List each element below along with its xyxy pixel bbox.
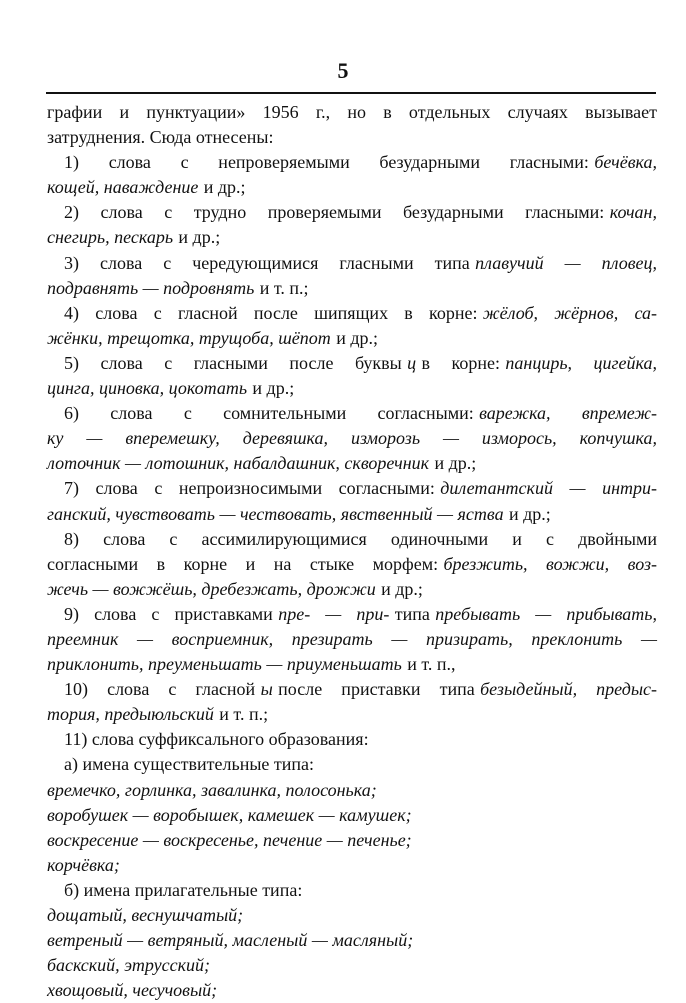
text-line xyxy=(47,125,657,150)
italic-example: воскресение — воскресенье, печение — печенье; xyxy=(47,829,412,850)
italic-example: жёлоб, жёрнов, са- xyxy=(482,302,658,323)
text-line xyxy=(47,451,657,476)
body-text xyxy=(47,100,657,1003)
text-run: 3) слова с чередующимися гласными типа xyxy=(64,252,470,273)
text-run: в корне: xyxy=(421,352,500,373)
italic-example: варежка, впремеж- xyxy=(479,403,657,424)
text-line xyxy=(47,401,657,426)
text-run: согласными в корне и на стыке морфем: xyxy=(47,553,439,574)
italic-example: дощатый, веснушчатый; xyxy=(47,905,244,925)
italic-example: преемник — восприемник, презирать — призирать, преклонить — xyxy=(47,628,657,649)
text-run: типа xyxy=(394,603,430,624)
text-line xyxy=(47,175,657,200)
text-line xyxy=(47,702,657,727)
text-run: и др.; xyxy=(252,378,295,399)
text-line xyxy=(47,276,657,301)
text-line xyxy=(47,150,657,175)
text-line xyxy=(47,552,657,577)
italic-example: ку — вперемешку, деревяшка, изморозь — изморось, копчушка, xyxy=(47,428,657,449)
text-line xyxy=(47,752,657,777)
italic-example: подравнять — подровнять xyxy=(47,277,255,298)
text-line xyxy=(47,778,657,803)
page-number: 5 xyxy=(337,58,349,83)
text-line xyxy=(47,251,657,276)
italic-example: жёнки, трещотка, трущоба, шёпот xyxy=(47,327,331,348)
italic-example: времечко, горлинка, завалинка, полосонька; xyxy=(47,779,377,800)
text-line xyxy=(47,903,657,928)
italic-example: кощей, наваждение xyxy=(47,177,199,198)
text-run: 9) слова с приставками xyxy=(64,603,273,624)
italic-example: жечь — вожжёшь, дребезжать, дрожжи xyxy=(47,578,376,599)
italic-example: снегирь, пескарь xyxy=(47,227,174,248)
text-line xyxy=(47,953,657,978)
text-line xyxy=(47,602,657,627)
text-line xyxy=(47,476,657,501)
text-line xyxy=(47,878,657,903)
text-run: и др.; xyxy=(381,578,423,599)
italic-example: брезжить, вожжи, воз- xyxy=(443,553,657,574)
text-line xyxy=(47,351,657,376)
text-line xyxy=(47,502,657,527)
italic-example: корчёвка; xyxy=(47,854,120,875)
text-run: и др.; xyxy=(434,453,477,474)
text-run: 10) слова с гласной xyxy=(64,679,256,700)
header-rule xyxy=(46,92,656,94)
text-run: и др.; xyxy=(178,227,221,248)
text-line xyxy=(47,200,657,225)
italic-example: приклонить, преуменьшать — приуменьшать xyxy=(47,654,402,675)
text-run: 5) слова с гласными после буквы xyxy=(64,352,402,373)
text-run: 2) слова с трудно проверяемыми безударными гласными: xyxy=(64,202,605,223)
text-line xyxy=(47,803,657,828)
text-run: и т. п.; xyxy=(259,277,309,298)
italic-example: бечёвка, xyxy=(594,152,657,173)
italic-example: безыдейный, предыс- xyxy=(480,679,657,700)
text-line xyxy=(47,828,657,853)
text-run: б) имена прилагательные типа: xyxy=(64,879,303,900)
italic-example: лоточник — лотошник, набалдашник, скворечник xyxy=(47,453,430,474)
text-run: 11) слова суффиксального образования: xyxy=(64,729,369,750)
text-line xyxy=(47,100,657,125)
italic-example: дилетантский — интри- xyxy=(440,478,657,499)
text-run: и др.; xyxy=(508,503,551,524)
text-run: 4) слова с гласной после шипящих в корне: xyxy=(64,302,478,323)
text-run: после приставки типа xyxy=(278,679,475,700)
text-line xyxy=(47,727,657,752)
text-line xyxy=(47,928,657,953)
italic-example: ц xyxy=(407,352,417,373)
italic-example: ы xyxy=(260,679,273,700)
italic-example: баскский, этрусский; xyxy=(47,955,211,976)
text-run: и др.; xyxy=(203,177,246,198)
text-line xyxy=(47,527,657,552)
italic-example: ганский, чувствовать — чествовать, явственный — яства xyxy=(47,503,504,524)
text-line xyxy=(47,627,657,652)
text-run: 8) слова с ассимилирующимися одиночными и с двойными xyxy=(64,528,657,549)
italic-example: пре- — при- xyxy=(278,603,390,624)
text-run: и др.; xyxy=(336,327,378,348)
text-line xyxy=(47,326,657,351)
italic-example: кочан, xyxy=(609,202,657,223)
text-run: 1) слова с непроверяемыми безударными гласными: xyxy=(64,152,589,173)
italic-example: воробушек — воробышек, камешек — камушек; xyxy=(47,804,412,825)
italic-example: панцирь, цигейка, xyxy=(505,352,657,373)
text-run: и т. п., xyxy=(407,654,456,675)
text-line xyxy=(47,677,657,702)
text-run: затруднения. Сюда отнесены: xyxy=(47,127,274,148)
text-line xyxy=(47,978,657,1003)
text-line xyxy=(47,301,657,326)
text-line xyxy=(47,225,657,250)
italic-example: пребывать — прибывать, xyxy=(435,603,657,624)
text-run: 6) слова с сомнительными согласными: xyxy=(64,403,474,424)
italic-example: хвощовый, чесучовый; xyxy=(47,980,218,1001)
text-line xyxy=(47,853,657,878)
text-line xyxy=(47,376,657,401)
text-line xyxy=(47,426,657,451)
text-run: графии и пунктуации» 1956 г., но в отдельных случаях вызывает xyxy=(47,102,657,122)
text-line xyxy=(47,577,657,602)
italic-example: плавучий — пловец, xyxy=(475,252,657,273)
text-run: 7) слова с непроизносимыми согласными: xyxy=(64,478,435,499)
italic-example: ветреный — ветряный, масленый — масляный; xyxy=(47,930,414,951)
italic-example: тория, предыюльский xyxy=(47,704,214,725)
text-run: и т. п.; xyxy=(219,704,269,725)
text-run: а) имена существительные типа: xyxy=(64,754,315,775)
text-line xyxy=(47,652,657,677)
italic-example: цинга, циновка, цокотать xyxy=(47,378,248,399)
